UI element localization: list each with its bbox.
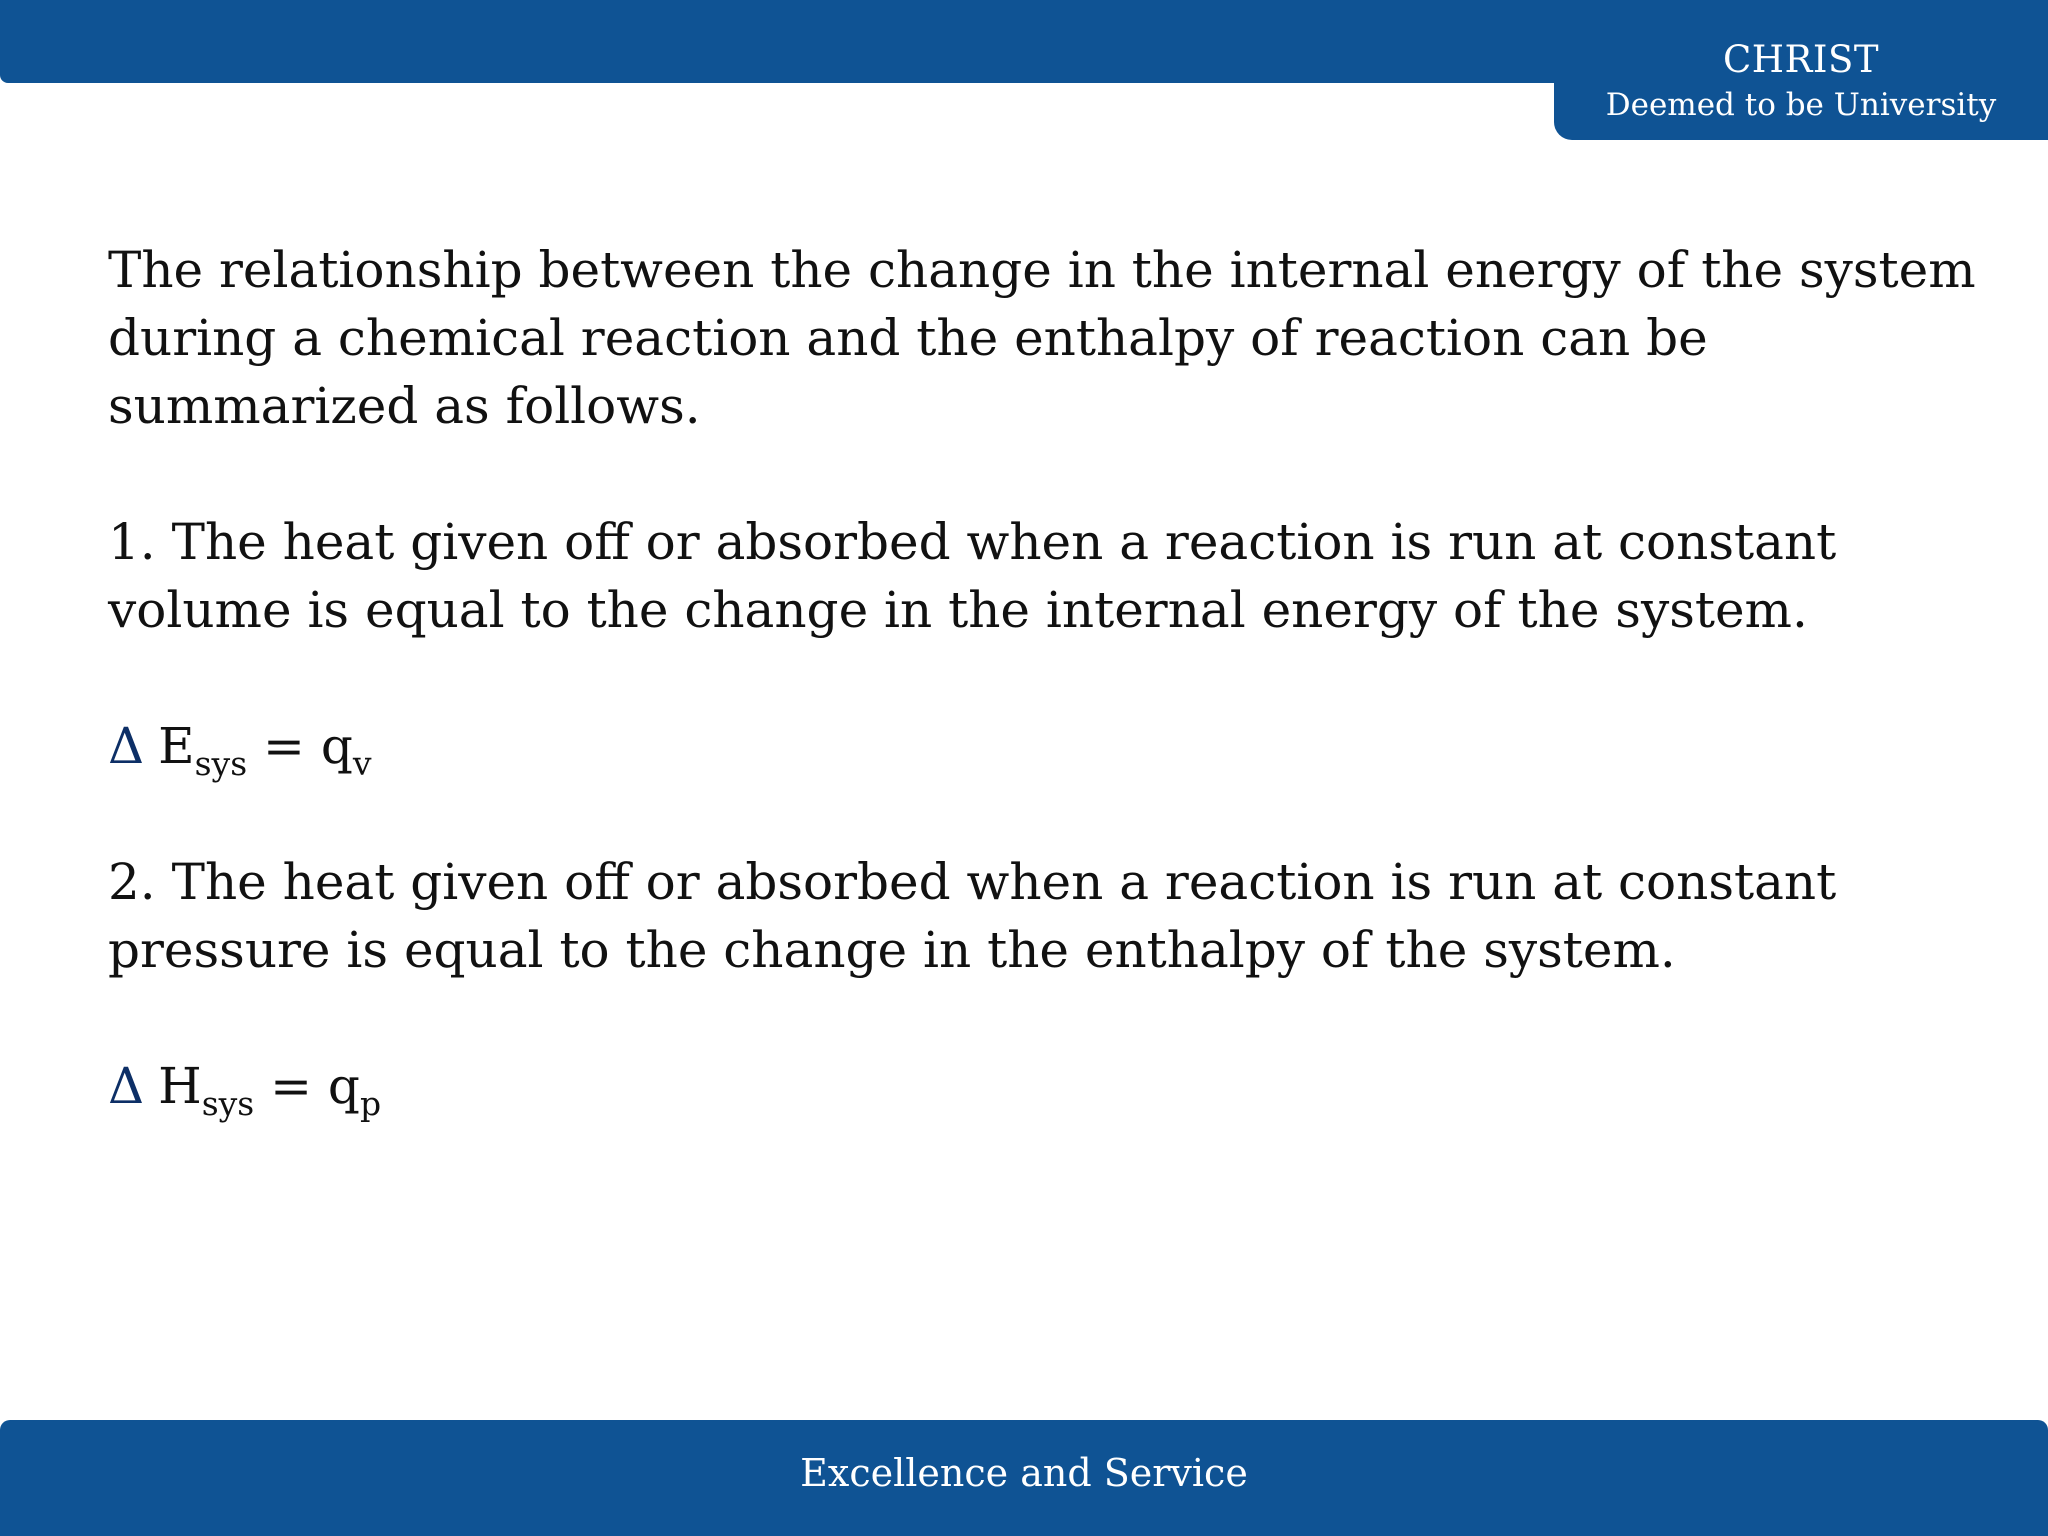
- delta-symbol: Δ: [108, 1057, 145, 1115]
- equation-variable: E: [158, 717, 195, 775]
- equation-rhs: q: [327, 1057, 360, 1115]
- equation-variable: H: [158, 1057, 202, 1115]
- intro-paragraph: The relationship between the change in the internal energy of the system during a chemical reaction and the enthalpy of reaction can be summarized as follows.: [108, 241, 1976, 435]
- footer-motto: Excellence and Service: [800, 1451, 1248, 1495]
- point-constant-volume: 1. The heat given off or absorbed when a reaction is run at constant volume is equal to the change in the internal energy of the system.: [108, 513, 1837, 639]
- brand-subtitle: Deemed to be University: [1605, 87, 1997, 123]
- equals-sign: =: [247, 717, 321, 775]
- point-constant-pressure: 2. The heat given off or absorbed when a reaction is run at constant pressure is equal to the change in the enthalpy of the system.: [108, 853, 1837, 979]
- equation-enthalpy: [108, 1052, 1988, 1123]
- equals-sign: =: [254, 1057, 328, 1115]
- brand-name: CHRIST: [1722, 38, 1880, 81]
- footer-bar: [0, 1420, 2048, 1536]
- equation-variable-subscript: sys: [194, 744, 248, 783]
- equation-rhs: q: [320, 717, 353, 775]
- equation-rhs-subscript: v: [352, 744, 372, 783]
- slide-content: [108, 236, 1988, 1123]
- delta-symbol: Δ: [108, 717, 145, 775]
- university-brand: [1554, 0, 2048, 140]
- equation-internal-energy: [108, 712, 1988, 783]
- equation-rhs-subscript: p: [359, 1084, 382, 1123]
- equation-variable-subscript: sys: [201, 1084, 255, 1123]
